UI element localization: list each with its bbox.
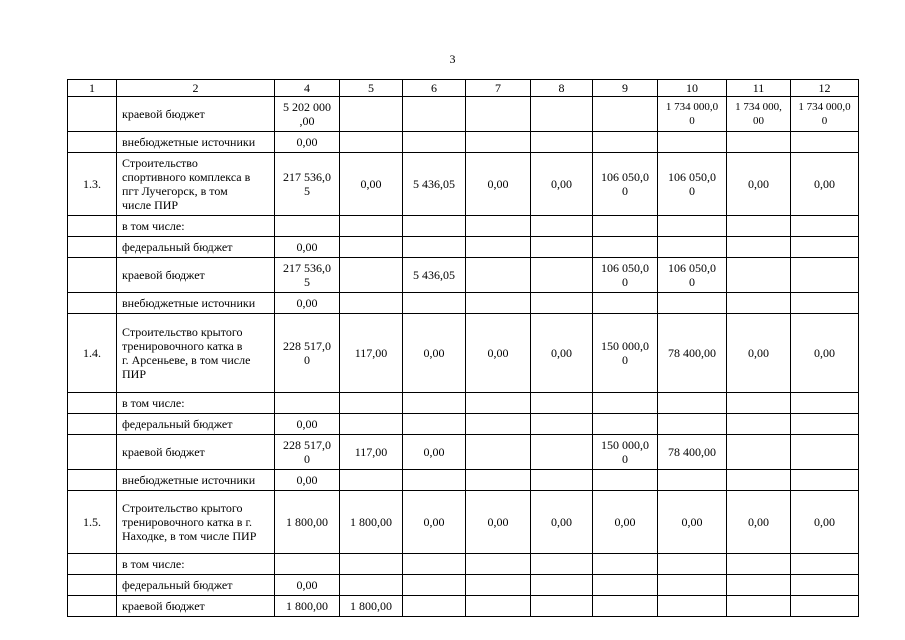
- value-cell: [531, 596, 593, 617]
- value-cell: [658, 596, 727, 617]
- value-cell: [531, 216, 593, 237]
- value-cell: 106 050,0 0: [658, 258, 727, 293]
- header-cell-col-11: 11: [727, 80, 791, 97]
- value-cell: 0,00: [791, 314, 859, 393]
- value-cell: 0,00: [275, 575, 340, 596]
- value-cell: 217 536,0 5: [275, 258, 340, 293]
- value-cell: 0,00: [658, 491, 727, 554]
- value-cell: [340, 237, 403, 258]
- value-cell: [593, 132, 658, 153]
- value-cell: 5 436,05: [403, 153, 466, 216]
- value-cell: [727, 237, 791, 258]
- row-number-cell: [68, 293, 117, 314]
- value-cell: 228 517,0 0: [275, 435, 340, 470]
- header-row: [68, 80, 859, 97]
- value-cell: [593, 470, 658, 491]
- header-cell-col-6: 6: [403, 80, 466, 97]
- value-cell: 0,00: [275, 293, 340, 314]
- row-label-cell: внебюджетные источники: [117, 293, 275, 314]
- value-cell: [791, 414, 859, 435]
- value-cell: [791, 596, 859, 617]
- value-cell: 1 734 000,0 0: [791, 97, 859, 132]
- row-label-cell: в том числе:: [117, 393, 275, 414]
- value-cell: 117,00: [340, 435, 403, 470]
- value-cell: 0,00: [275, 470, 340, 491]
- table-row: [68, 314, 859, 393]
- value-cell: [791, 216, 859, 237]
- value-cell: 0,00: [531, 314, 593, 393]
- value-cell: [727, 575, 791, 596]
- value-cell: [275, 216, 340, 237]
- table-row: [68, 393, 859, 414]
- row-label-cell: внебюджетные источники: [117, 470, 275, 491]
- value-cell: [658, 132, 727, 153]
- value-cell: [727, 293, 791, 314]
- value-cell: 0,00: [531, 491, 593, 554]
- value-cell: [791, 132, 859, 153]
- value-cell: [658, 293, 727, 314]
- value-cell: [658, 575, 727, 596]
- value-cell: [531, 97, 593, 132]
- value-cell: 0,00: [466, 491, 531, 554]
- value-cell: [340, 554, 403, 575]
- value-cell: [531, 258, 593, 293]
- value-cell: 1 800,00: [275, 596, 340, 617]
- value-cell: [593, 575, 658, 596]
- value-cell: 78 400,00: [658, 435, 727, 470]
- table-row: [68, 237, 859, 258]
- row-number-cell: [68, 216, 117, 237]
- value-cell: 228 517,0 0: [275, 314, 340, 393]
- value-cell: [593, 97, 658, 132]
- row-number-cell: [68, 237, 117, 258]
- value-cell: [593, 393, 658, 414]
- header-cell-col-10: 10: [658, 80, 727, 97]
- value-cell: [403, 97, 466, 132]
- value-cell: 106 050,0 0: [593, 153, 658, 216]
- value-cell: [727, 470, 791, 491]
- value-cell: [466, 470, 531, 491]
- value-cell: 150 000,0 0: [593, 435, 658, 470]
- value-cell: [593, 554, 658, 575]
- value-cell: 0,00: [531, 153, 593, 216]
- value-cell: [340, 293, 403, 314]
- row-label-cell: федеральный бюджет: [117, 575, 275, 596]
- value-cell: [466, 554, 531, 575]
- value-cell: [340, 258, 403, 293]
- value-cell: 0,00: [340, 153, 403, 216]
- table-row: [68, 153, 859, 216]
- value-cell: 0,00: [466, 153, 531, 216]
- row-number-cell: [68, 97, 117, 132]
- value-cell: 0,00: [275, 132, 340, 153]
- value-cell: [466, 258, 531, 293]
- value-cell: [340, 97, 403, 132]
- value-cell: 0,00: [791, 153, 859, 216]
- row-number-cell: [68, 575, 117, 596]
- value-cell: 0,00: [403, 314, 466, 393]
- value-cell: [403, 554, 466, 575]
- value-cell: [791, 293, 859, 314]
- value-cell: 1 734 000, 00: [727, 97, 791, 132]
- value-cell: [403, 596, 466, 617]
- value-cell: 106 050,0 0: [658, 153, 727, 216]
- value-cell: [727, 554, 791, 575]
- table-row: [68, 575, 859, 596]
- header-cell-col-8: 8: [531, 80, 593, 97]
- row-number-cell: [68, 470, 117, 491]
- value-cell: 0,00: [727, 153, 791, 216]
- value-cell: [531, 393, 593, 414]
- budget-table: [67, 79, 859, 617]
- value-cell: 1 734 000,0 0: [658, 97, 727, 132]
- value-cell: [727, 258, 791, 293]
- value-cell: [658, 237, 727, 258]
- value-cell: [275, 554, 340, 575]
- value-cell: 0,00: [275, 414, 340, 435]
- value-cell: [403, 293, 466, 314]
- value-cell: 0,00: [403, 435, 466, 470]
- row-label-cell: Строительство спортивного комплекса в пгт Лучегорск, в том числе ПИР: [117, 153, 275, 216]
- value-cell: 0,00: [727, 491, 791, 554]
- table-row: [68, 414, 859, 435]
- value-cell: [727, 435, 791, 470]
- row-number-cell: [68, 258, 117, 293]
- value-cell: [791, 470, 859, 491]
- value-cell: [466, 132, 531, 153]
- value-cell: [403, 470, 466, 491]
- row-number-cell: [68, 414, 117, 435]
- value-cell: [791, 435, 859, 470]
- value-cell: [531, 554, 593, 575]
- value-cell: [791, 575, 859, 596]
- value-cell: 5 436,05: [403, 258, 466, 293]
- header-cell-col-9: 9: [593, 80, 658, 97]
- row-label-cell: краевой бюджет: [117, 596, 275, 617]
- row-number-cell: 1.4.: [68, 314, 117, 393]
- value-cell: [466, 393, 531, 414]
- value-cell: [727, 216, 791, 237]
- value-cell: 0,00: [275, 237, 340, 258]
- table-row: [68, 596, 859, 617]
- value-cell: [531, 470, 593, 491]
- value-cell: [466, 237, 531, 258]
- table-row: [68, 491, 859, 554]
- row-label-cell: федеральный бюджет: [117, 237, 275, 258]
- value-cell: [403, 414, 466, 435]
- value-cell: 0,00: [593, 491, 658, 554]
- value-cell: [466, 596, 531, 617]
- row-label-cell: краевой бюджет: [117, 258, 275, 293]
- value-cell: [727, 132, 791, 153]
- value-cell: [593, 596, 658, 617]
- value-cell: [791, 258, 859, 293]
- value-cell: [593, 237, 658, 258]
- value-cell: 117,00: [340, 314, 403, 393]
- table-row: [68, 258, 859, 293]
- value-cell: 1 800,00: [340, 491, 403, 554]
- value-cell: [727, 596, 791, 617]
- value-cell: 217 536,0 5: [275, 153, 340, 216]
- value-cell: [791, 393, 859, 414]
- value-cell: [531, 293, 593, 314]
- value-cell: [466, 216, 531, 237]
- value-cell: [593, 293, 658, 314]
- value-cell: 150 000,0 0: [593, 314, 658, 393]
- value-cell: 78 400,00: [658, 314, 727, 393]
- value-cell: 1 800,00: [275, 491, 340, 554]
- table-row: [68, 216, 859, 237]
- header-cell-col-4: 4: [275, 80, 340, 97]
- value-cell: [791, 554, 859, 575]
- value-cell: 106 050,0 0: [593, 258, 658, 293]
- header-cell-col-5: 5: [340, 80, 403, 97]
- value-cell: [403, 393, 466, 414]
- value-cell: [403, 575, 466, 596]
- table-row: [68, 435, 859, 470]
- row-label-cell: Строительство крытого тренировочного катка в г. Арсеньеве, в том числе ПИР: [117, 314, 275, 393]
- value-cell: [658, 554, 727, 575]
- row-number-cell: [68, 554, 117, 575]
- row-number-cell: [68, 435, 117, 470]
- page-number: 3: [449, 52, 456, 66]
- row-label-cell: федеральный бюджет: [117, 414, 275, 435]
- value-cell: [275, 393, 340, 414]
- value-cell: [727, 393, 791, 414]
- header-cell-col-2: 2: [117, 80, 275, 97]
- row-number-cell: [68, 132, 117, 153]
- value-cell: [340, 470, 403, 491]
- value-cell: 0,00: [403, 491, 466, 554]
- value-cell: [340, 216, 403, 237]
- value-cell: [658, 393, 727, 414]
- value-cell: [658, 414, 727, 435]
- value-cell: 0,00: [727, 314, 791, 393]
- value-cell: [658, 216, 727, 237]
- value-cell: [727, 414, 791, 435]
- value-cell: [658, 470, 727, 491]
- value-cell: [403, 132, 466, 153]
- row-label-cell: в том числе:: [117, 216, 275, 237]
- value-cell: [531, 435, 593, 470]
- value-cell: [593, 414, 658, 435]
- value-cell: [531, 237, 593, 258]
- value-cell: [466, 97, 531, 132]
- header-cell-col-12: 12: [791, 80, 859, 97]
- value-cell: 5 202 000 ,00: [275, 97, 340, 132]
- row-label-cell: в том числе:: [117, 554, 275, 575]
- table-row: [68, 554, 859, 575]
- table-row: [68, 470, 859, 491]
- value-cell: [466, 435, 531, 470]
- value-cell: [531, 414, 593, 435]
- value-cell: 0,00: [791, 491, 859, 554]
- row-label-cell: краевой бюджет: [117, 97, 275, 132]
- value-cell: [531, 132, 593, 153]
- row-number-cell: 1.3.: [68, 153, 117, 216]
- value-cell: [403, 216, 466, 237]
- value-cell: [340, 575, 403, 596]
- row-label-cell: краевой бюджет: [117, 435, 275, 470]
- value-cell: [531, 575, 593, 596]
- value-cell: [466, 293, 531, 314]
- value-cell: [403, 237, 466, 258]
- value-cell: [340, 414, 403, 435]
- row-label-cell: внебюджетные источники: [117, 132, 275, 153]
- value-cell: 0,00: [466, 314, 531, 393]
- row-number-cell: 1.5.: [68, 491, 117, 554]
- value-cell: [466, 414, 531, 435]
- header-cell-col-1: 1: [68, 80, 117, 97]
- header-cell-col-7: 7: [466, 80, 531, 97]
- value-cell: [593, 216, 658, 237]
- value-cell: [791, 237, 859, 258]
- row-number-cell: [68, 393, 117, 414]
- table-row: [68, 97, 859, 132]
- value-cell: [340, 393, 403, 414]
- table-row: [68, 293, 859, 314]
- value-cell: [466, 575, 531, 596]
- row-number-cell: [68, 596, 117, 617]
- value-cell: [340, 132, 403, 153]
- table-row: [68, 132, 859, 153]
- row-label-cell: Строительство крытого тренировочного катка в г. Находке, в том числе ПИР: [117, 491, 275, 554]
- value-cell: 1 800,00: [340, 596, 403, 617]
